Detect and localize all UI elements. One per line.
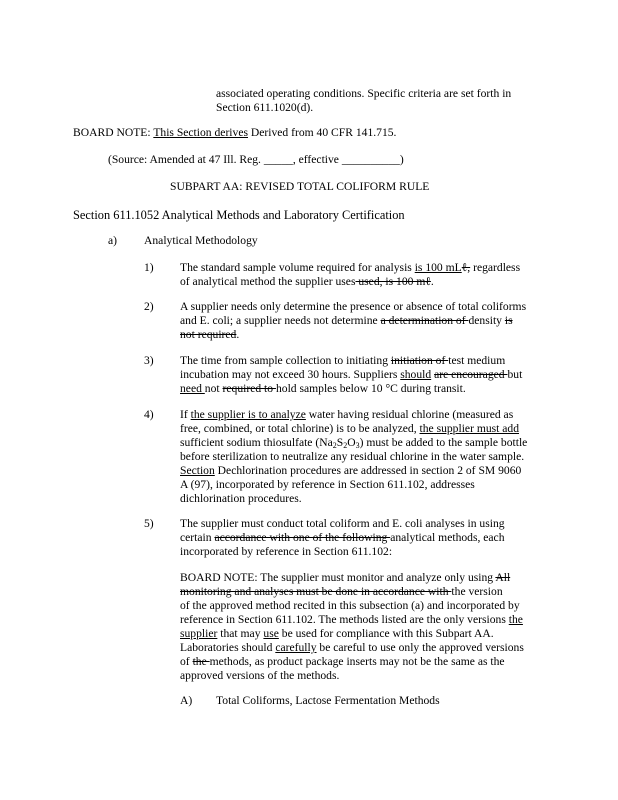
item-4-text: If the supplier is to analyze water having residual chlorine (measured as free, combined, or total chlorine) is to be analyzed, the supplier must add sufficient sodium thiosulfate $(Na_2S_2O_3)$ must be added to the sample bottle before sterilization to neutralize any residual chlorine in the water sample. Section Dechlorination procedures are addressed in section 2 of SM 9060 A (97), incorporated by reference in Section 611.102, addresses dichlorination procedures.	[180, 408, 528, 505]
item-3-text: The time from sample collection to initiating initiation of test medium incubation may not exceed 30 hours. Suppliers should are encouraged but need not required to hold samples below 10 °C during transit.	[180, 354, 523, 395]
item-5-number: 5)	[144, 517, 154, 530]
subitem-A-title: Total Coliforms, Lactose Fermentation Methods	[216, 694, 440, 707]
source-note: (Source: Amended at 47 Ill. Reg. _____, effective __________)	[108, 153, 404, 166]
board-note-derivation: BOARD NOTE: This Section derives Derived from 40 CFR 141.715.	[73, 126, 397, 139]
subsection-a-label: a)	[108, 234, 118, 247]
item-4-number: 4)	[144, 408, 154, 421]
section-title: Section 611.1052 Analytical Methods and Laboratory Certification	[73, 208, 405, 222]
item-1-number: 1)	[144, 261, 154, 274]
subpart-heading: SUBPART AA: REVISED TOTAL COLIFORM RULE	[170, 180, 430, 193]
item-2-text: A supplier needs only determine the presence or absence of total coliforms and E. coli; a supplier needs not determine a determination of density is not required.	[180, 300, 527, 341]
item-3-number: 3)	[144, 354, 154, 367]
item-2-number: 2)	[144, 300, 154, 313]
continuation-text: associated operating conditions. Specific criteria are set forth in Section 611.1020(d).	[216, 87, 512, 114]
item-5-text: The supplier must conduct total coliform and E. coli analyses in using certain accordance with one of the following analytical methods, each incorporated by reference in Section 611.102:	[180, 517, 505, 558]
board-note-methods: BOARD NOTE: The supplier must monitor and analyze only using All monitoring and analyses must be done in accordance with the version of the approved method recited in this subsection (a) and incorporated by reference in Section 611.102. The methods listed are the only versions the supplier that may use be used for compliance with this Subpart AA. Laboratories should carefully be careful to use only the approved versions of the methods, as product package inserts may not be the same as the approved versions of the methods.	[180, 571, 524, 682]
subsection-a-title: Analytical Methodology	[144, 234, 258, 247]
subitem-A-label: A)	[180, 694, 193, 707]
item-1-text: The standard sample volume required for analysis is 100 mLℓ, regardless of analytical method the supplier uses used, is 100 mℓ.	[180, 261, 521, 288]
